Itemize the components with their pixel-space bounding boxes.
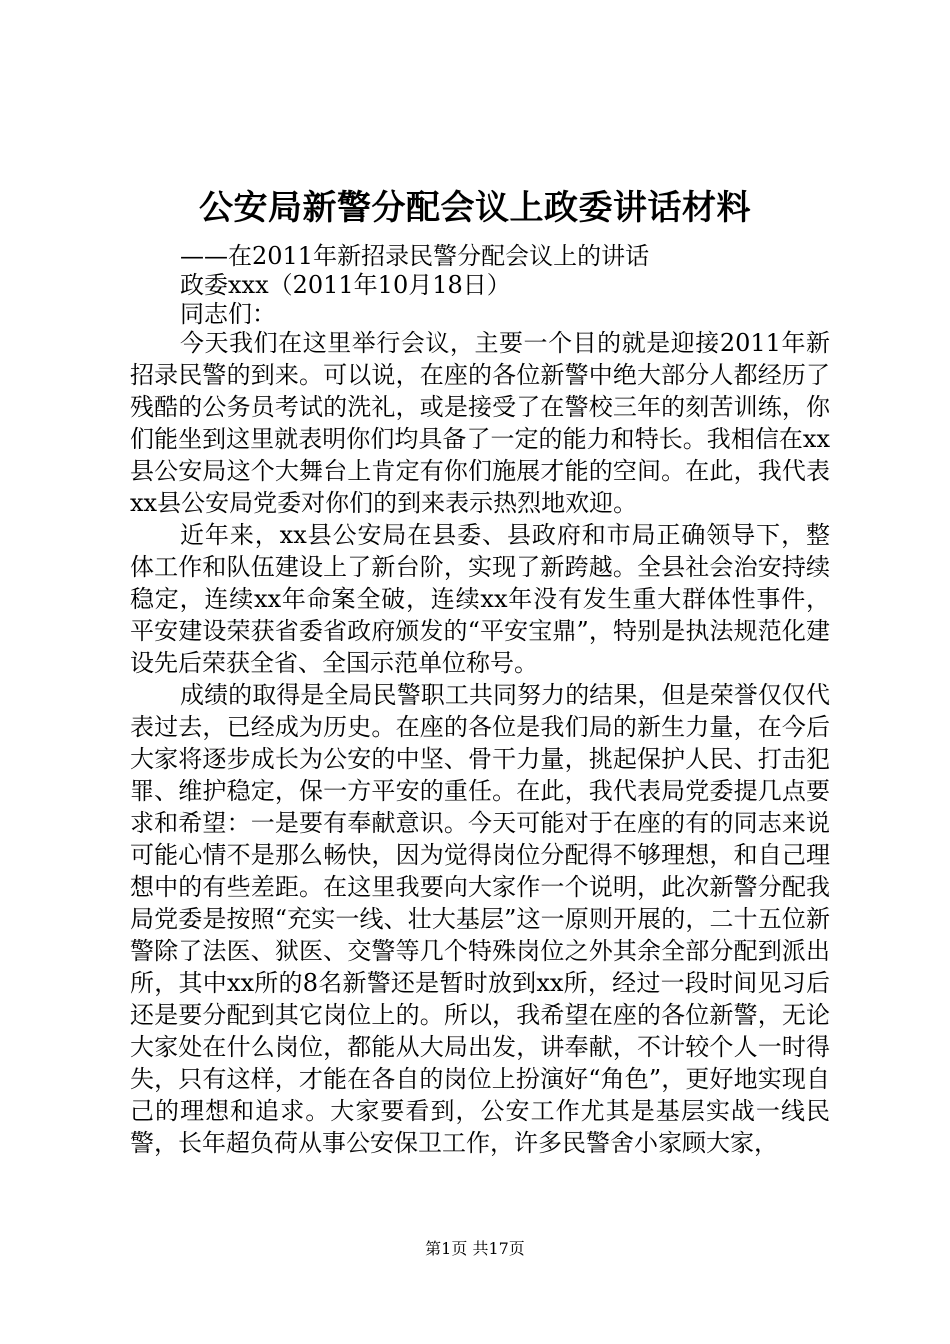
speaker-line: 政委xxx（2011年10月18日）	[180, 271, 511, 299]
salutation: 同志们：	[180, 300, 276, 328]
document-title: 公安局新警分配会议上政委讲话材料	[199, 188, 751, 228]
body-text	[130, 327, 830, 1159]
paragraph: 成绩的取得是全局民警职工共同努力的结果，但是荣誉仅仅代表过去，已经成为历史。在座的各位是我们局的新生力量，在今后大家将逐步成长为公安的中坚、骨干力量，挑起保护人民、打击犯罪、维护稳定，保一方平安的重任。在此，我代表局党委提几点要求和希望：一是要有奉献意识。今天可能对于在座的有的同志来说可能心情不是那么畅快，因为觉得岗位分配得不够理想，和自己理想中的有些差距。在这里我要向大家作一个说明，此次新警分配我局党委是按照“充实一线、壮大基层”这一原则开展的，二十五位新警除了法医、狱医、交警等几个特殊岗位之外其余全部分配到派出所，其中xx所的8名新警还是暂时放到xx所，经过一段时间见习后还是要分配到其它岗位上的。所以，我希望在座的各位新警，无论大家处在什么岗位，都能从大局出发，讲奉献，不计较个人一时得失，只有这样，才能在各自的岗位上扮演好“角色”，更好地实现自己的理想和追求。大家要看到，公安工作尤其是基层实战一线民警，长年超负荷从事公安保卫工作，许多民警舍小家顾大家，	[130, 681, 830, 1157]
document-subtitle: ——在2011年新招录民警分配会议上的讲话	[180, 242, 650, 270]
paragraph: 近年来，xx县公安局在县委、县政府和市局正确领导下，整体工作和队伍建设上了新台阶，实现了新跨越。全县社会治安持续稳定，连续xx年命案全破，连续xx年没有发生重大群体性事件，平安建设荣获省委省政府颁发的“平安宝鼎”，特别是执法规范化建设先后荣获全省、全国示范单位称号。	[130, 521, 830, 677]
page-footer: 第1页 共17页	[425, 1239, 525, 1258]
paragraph: 今天我们在这里举行会议，主要一个目的就是迎接2011年新招录民警的到来。可以说，在座的各位新警中绝大部分人都经历了残酷的公务员考试的洗礼，或是接受了在警校三年的刻苦训练，你们能坐到这里就表明你们均具备了一定的能力和特长。我相信在xx县公安局这个大舞台上肯定有你们施展才能的空间。在此，我代表xx县公安局党委对你们的到来表示热烈地欢迎。	[130, 329, 830, 517]
